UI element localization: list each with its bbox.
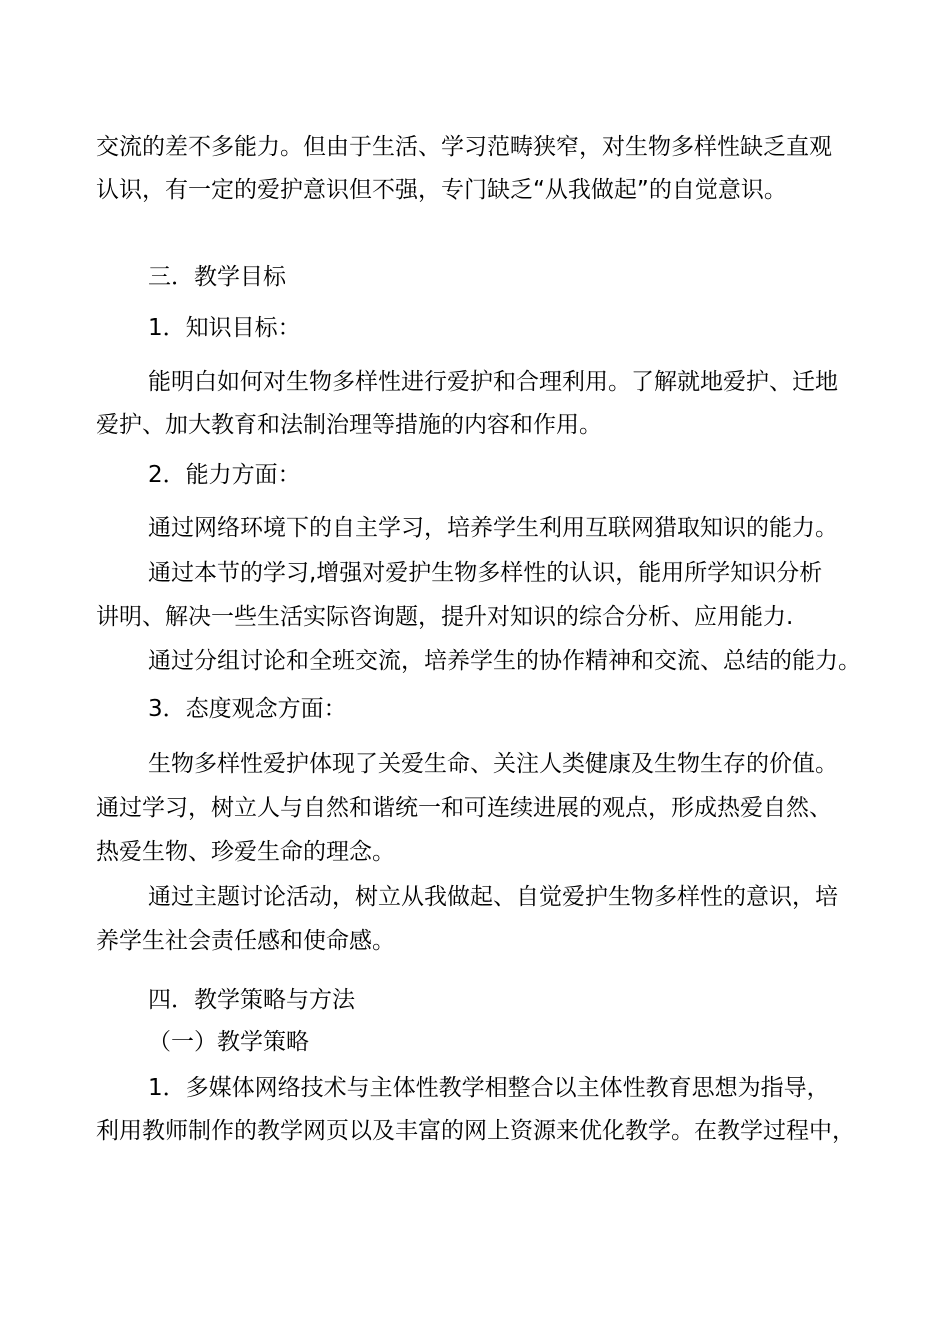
ability-paragraph-2-line-1: 通过本节的学习,增强对爱护生物多样性的认识，能用所学知识分析	[148, 560, 823, 586]
attitude-paragraph-1-line-1: 生物多样性爱护体现了关爱生命、关注人类健康及生物生存的价值。	[148, 751, 838, 777]
strategy-paragraph-1-line-2: 利用教师制作的教学网页以及丰富的网上资源来优化教学。在教学过程中，	[96, 1118, 855, 1144]
attitude-paragraph-2-line-2: 养学生社会责任感和使命感。	[96, 928, 395, 954]
strategy-subheading: （一）教学策略	[148, 1029, 309, 1055]
knowledge-goal-heading: 1．知识目标：	[148, 315, 301, 341]
section-4-heading: 四．教学策略与方法	[148, 987, 355, 1013]
knowledge-goal-line-1: 能明白如何对生物多样性进行爱护和合理利用。了解就地爱护、迁地	[148, 369, 838, 395]
ability-paragraph-1: 通过网络环境下的自主学习，培养学生利用互联网猎取知识的能力。	[148, 515, 838, 541]
strategy-paragraph-1-line-1: 1．多媒体网络技术与主体性教学相整合以主体性教育思想为指导，	[148, 1075, 830, 1101]
attitude-paragraph-2-line-1: 通过主题讨论活动，树立从我做起、自觉爱护生物多样性的意识，培	[148, 884, 838, 910]
attitude-paragraph-1-line-2: 通过学习，树立人与自然和谐统一和可连续进展的观点，形成热爱自然、	[96, 795, 832, 821]
attitude-heading: 3．态度观念方面：	[148, 696, 347, 722]
ability-paragraph-2-line-2: 讲明、解决一些生活实际咨询题，提升对知识的综合分析、应用能力.	[96, 604, 794, 630]
section-3-heading: 三．教学目标	[148, 264, 286, 290]
knowledge-goal-line-2: 爱护、加大教育和法制治理等措施的内容和作用。	[96, 412, 602, 438]
ability-heading: 2．能力方面：	[148, 462, 301, 488]
intro-line-1: 交流的差不多能力。但由于生活、学习范畴狭窄，对生物多样性缺乏直观	[96, 134, 832, 160]
intro-line-2: 认识，有一定的爱护意识但不强，专门缺乏“从我做起”的自觉意识。	[96, 177, 787, 203]
attitude-paragraph-1-line-3: 热爱生物、珍爱生命的理念。	[96, 839, 395, 865]
ability-paragraph-3: 通过分组讨论和全班交流，培养学生的协作精神和交流、总结的能力。	[148, 648, 861, 674]
